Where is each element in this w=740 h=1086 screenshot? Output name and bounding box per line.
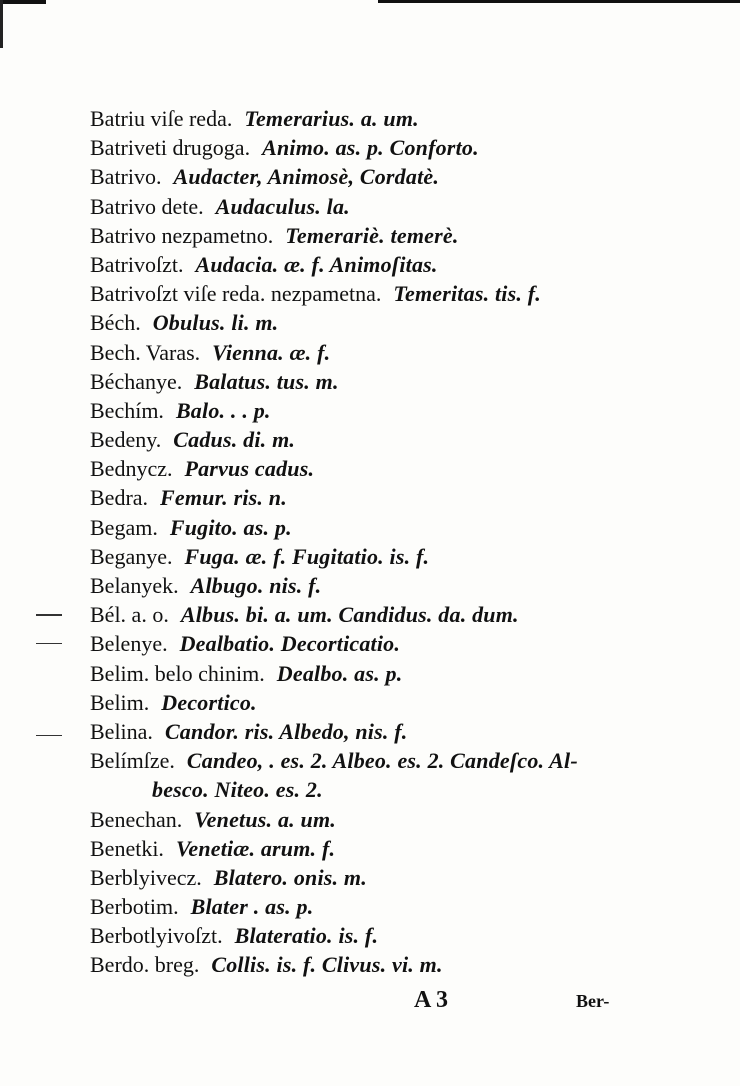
dictionary-entry: Berdo. breg. Collis. is. f. Clivus. vi. m. — [90, 952, 443, 978]
dictionary-entry: Berbotim. Blater . as. p. — [90, 894, 314, 920]
dictionary-entry: Belanyek. Albugo. nis. f. — [90, 573, 322, 598]
dictionary-entry: Belina. Candor. ris. Albedo, nis. f. — [90, 717, 710, 746]
dictionary-entry: Belenye. Dealbatio. Decorticatio. — [90, 629, 710, 658]
dictionary-entry: Bednycz. Parvus cadus. — [90, 456, 315, 482]
margin-mark — [36, 614, 62, 616]
dictionary-entry: Berblyivecz. Blatero. onis. m. — [90, 864, 367, 890]
dictionary-entry: Béchanye. Balatus. tus. m. — [90, 368, 339, 394]
dictionary-entry: Batrivo dete. Audaculus. la. — [90, 193, 350, 219]
dictionary-entry: Begam. Fugito. as. p. — [90, 514, 292, 540]
margin-mark — [36, 735, 62, 736]
dictionary-entry: Batrivo nezpametno. Temerariè. temerè. — [90, 222, 459, 248]
margin-mark — [36, 643, 62, 644]
dictionary-entry: Bedra. Femur. ris. n. — [90, 485, 287, 511]
top-rule — [378, 0, 740, 3]
dictionary-entry: Bél. a. o. Albus. bi. a. um. Candidus. da. dum. — [90, 600, 710, 629]
dictionary-entry-continuation: besco. Niteo. es. 2. — [152, 777, 323, 803]
dictionary-entry: Belim. Decortico. — [90, 689, 257, 715]
dictionary-entry: Benetki. Venetiæ. arum. f. — [90, 835, 336, 861]
dictionary-entry: Batriu viſe reda. Temerarius. a. um. — [90, 106, 419, 131]
dictionary-entry: Belímſze. Candeo, . es. 2. Albeo. es. 2. Candeſco. Al- — [90, 748, 578, 774]
dictionary-entry: Bech. Varas. Vienna. æ. f. — [90, 339, 331, 365]
catchword: Ber- — [576, 991, 610, 1011]
dictionary-entry: Béch. Obulus. li. m. — [90, 310, 279, 336]
dictionary-entry: Batrivoſzt viſe reda. nezpametna. Temeritas. tis. f. — [90, 281, 541, 307]
top-rule — [0, 0, 46, 4]
dictionary-entries — [90, 104, 710, 980]
dictionary-entry: Beganye. Fuga. æ. f. Fugitatio. is. f. — [90, 543, 430, 569]
dictionary-entry: Batrivoſzt. Audacia. æ. f. Animoſitas. — [90, 251, 438, 277]
dictionary-entry: Bechím. Balo. . . p. — [90, 397, 271, 423]
dictionary-entry: Batrivo. Audacter, Animosè, Cordatè. — [90, 164, 440, 190]
dictionary-entry: Bedeny. Cadus. di. m. — [90, 427, 296, 453]
dictionary-entry: Batriveti drugoga. Animo. as. p. Conforto. — [90, 135, 479, 161]
signature-mark: A 3 — [414, 987, 449, 1013]
page-edge — [0, 0, 3, 48]
dictionary-entry: Benechan. Venetus. a. um. — [90, 806, 336, 832]
dictionary-entry: Belim. belo chinim. Dealbo. as. p. — [90, 660, 403, 686]
dictionary-entry: Berbotlyivoſzt. Blateratio. is. f. — [90, 923, 379, 949]
